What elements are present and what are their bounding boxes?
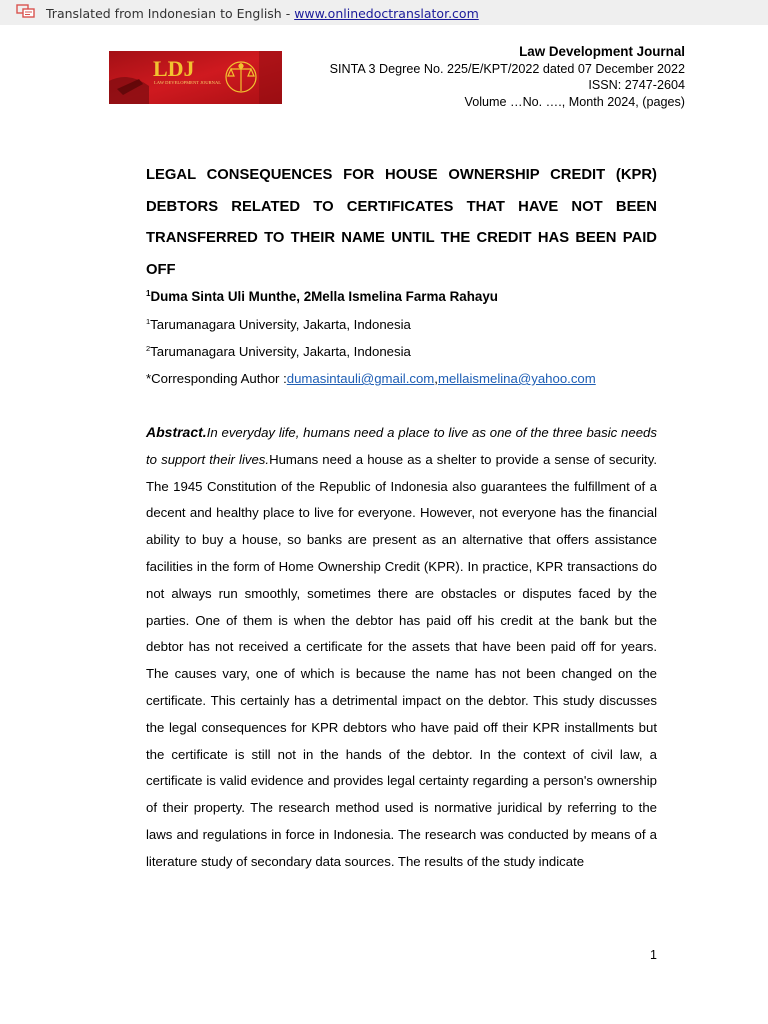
translate-icon xyxy=(16,4,36,18)
author-sup: 1 xyxy=(146,289,151,298)
author-names: Duma Sinta Uli Munthe, 2Mella Ismelina Farma Rahayu xyxy=(150,289,498,304)
journal-logo xyxy=(109,51,282,104)
page-number: 1 xyxy=(650,948,657,962)
paper-title: LEGAL CONSEQUENCES FOR HOUSE OWNERSHIP CREDIT (KPR) DEBTORS RELATED TO CERTIFICATES THAT HAVE NOT BEEN TRANSFERRED TO THEIR NAME UNTIL THE CREDIT HAS BEEN PAID OFF xyxy=(146,167,657,278)
journal-sinta: SINTA 3 Degree No. 225/E/KPT/2022 dated 07 December 2022 xyxy=(329,61,685,76)
email-separator: , xyxy=(434,371,438,386)
journal-issn: ISSN: 2747-2604 xyxy=(588,78,685,92)
translation-bar xyxy=(0,0,768,25)
email-link-2[interactable]: mellaismelina@yahoo.com xyxy=(437,371,596,386)
abstract-label: Abstract. xyxy=(146,424,207,440)
translator-link[interactable]: www.onlinedoctranslator.com xyxy=(294,6,479,21)
email-link-1[interactable]: dumasintauli@gmail.com xyxy=(286,371,435,386)
corresponding-author xyxy=(146,371,596,386)
translation-prefix: Translated from Indonesian to English - xyxy=(46,6,295,21)
abstract xyxy=(146,419,657,876)
affiliation-2: $^2$Tarumanagara University, Jakarta, Indonesia xyxy=(146,344,411,359)
journal-name: Law Development Journal xyxy=(519,44,685,59)
journal-header xyxy=(330,44,685,110)
logo-letters: LDJ xyxy=(153,56,195,81)
authors xyxy=(146,289,498,304)
logo-subtitle: LAW DEVELOPMENT JOURNAL xyxy=(154,80,222,85)
journal-volume: Volume …No. …., Month 2024, (pages) xyxy=(464,94,685,109)
translation-notice xyxy=(46,6,479,21)
abstract-body: Humans need a house as a shelter to provide a sense of security. The 1945 Constitution of the Republic of Indonesia also guarantees the fulfillment of a decent and healthy place to live for everyone. However, not everyone has the financial ability to buy a house, so banks are present as an alternative that offers assistance facilities in the form of Home Ownership Credit (KPR). In practice, KPR transactions do not always run smoothly, sometimes there are obstacles or disputes faced by the parties. One of them is when the debtor has paid off his credit at the bank but the debtor has not received a certificate for the assets that have been paid off for years. The causes vary, one of which is because the name has not been changed on the certificate. This certainly has a detrimental impact on the debtor. This study discusses the legal consequences for KPR debtors who have paid off their KPR installments but the certificate is still not in the hands of the debtor. In the context of civil law, a certificate is valid evidence and provides legal certainty regarding a person's ownership of their property. The research method used is normative juridical by referring to the laws and regulations in force in Indonesia. The research was conducted by means of a literature study of secondary data sources. The results of the study indicate xyxy=(146,451,657,869)
abstract-intro: In everyday life, humans need a place to live as one of the three basic needs to support their lives. xyxy=(146,425,657,467)
corresponding-label: *Corresponding Author : xyxy=(146,371,287,386)
affiliation-1: $^1$Tarumanagara University, Jakarta, Indonesia xyxy=(146,317,411,332)
